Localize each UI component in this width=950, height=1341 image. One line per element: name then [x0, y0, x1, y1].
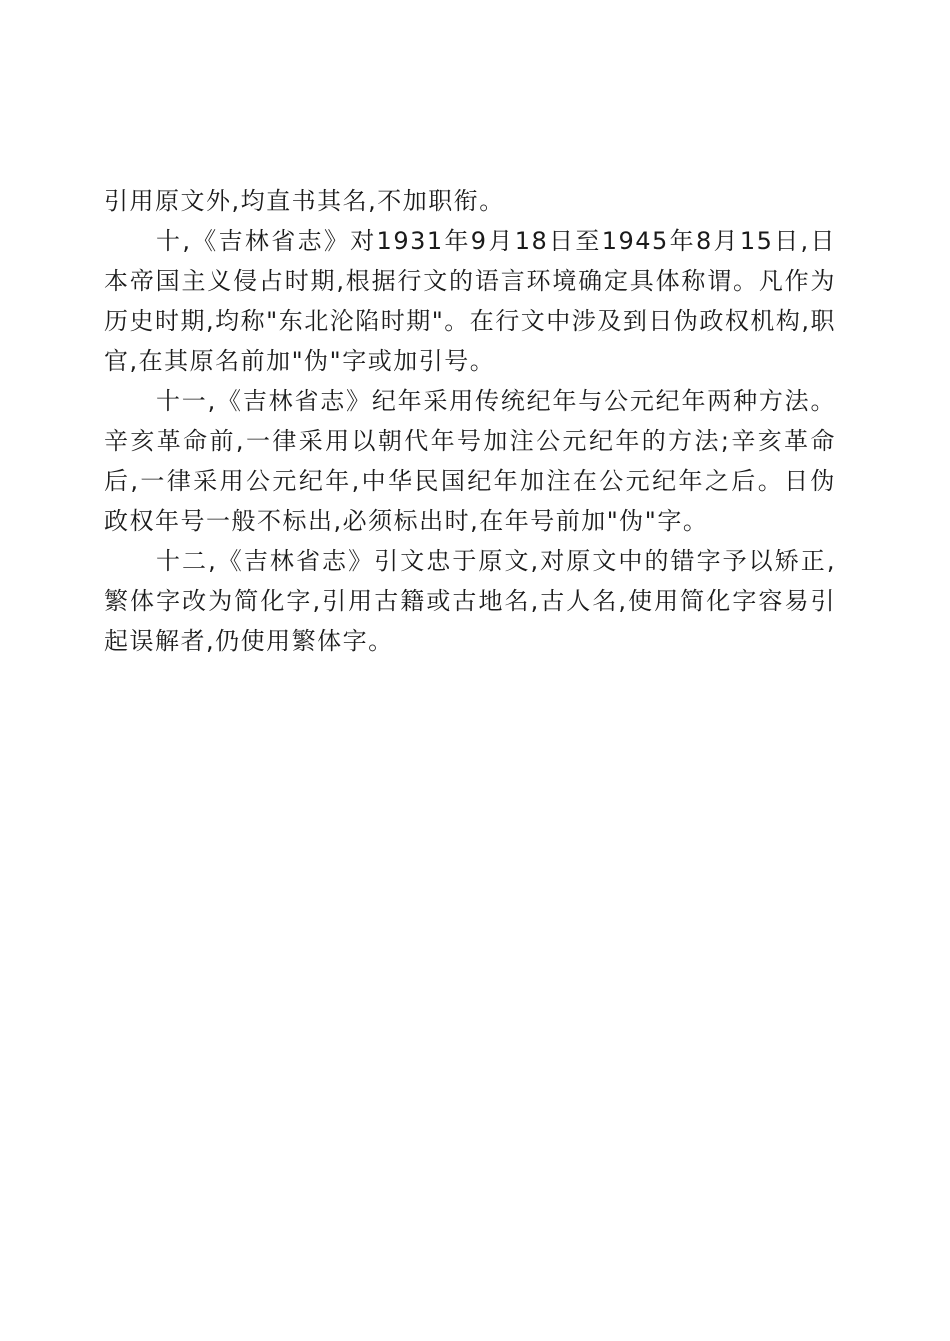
paragraph-continuation: 引用原文外,均直书其名,不加职衔。	[104, 187, 505, 215]
paragraph-item-10: 十,《吉林省志》对1931年9月18日至1945年8月15日,日本帝国主义侵占时期,根据行文的语言环境确定具体称谓。凡作为历史时期,均称"东北沦陷时期"。在行文中涉及到日伪政权机构,职官,在其原名前加"伪"字或加引号。	[104, 227, 836, 375]
document-body	[104, 181, 836, 661]
paragraph-item-12: 十二,《吉林省志》引文忠于原文,对原文中的错字予以矫正,繁体字改为简化字,引用古籍或古地名,古人名,使用简化字容易引起误解者,仍使用繁体字。	[104, 547, 836, 655]
paragraph-item-11: 十一,《吉林省志》纪年采用传统纪年与公元纪年两种方法。辛亥革命前,一律采用以朝代年号加注公元纪年的方法;辛亥革命后,一律采用公元纪年,中华民国纪年加注在公元纪年之后。日伪政权年号一般不标出,必须标出时,在年号前加"伪"字。	[104, 387, 836, 535]
